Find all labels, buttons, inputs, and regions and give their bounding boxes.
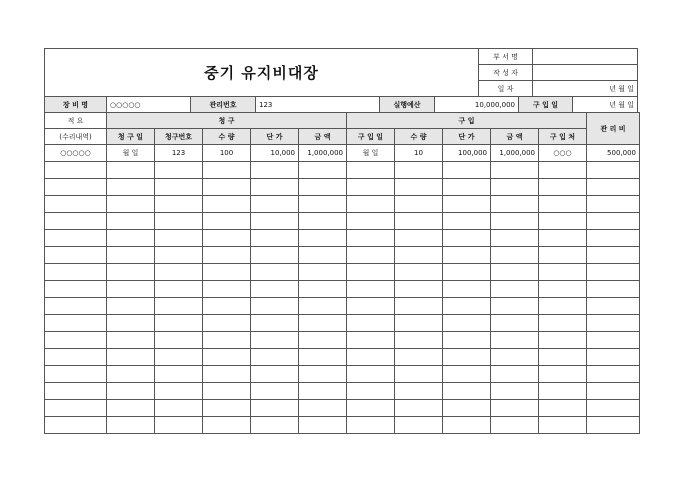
- empty-cell[interactable]: [45, 247, 107, 264]
- ledger-grid: [44, 112, 640, 434]
- empty-cell[interactable]: [45, 281, 107, 298]
- empty-cell[interactable]: [539, 230, 587, 247]
- empty-cell[interactable]: [539, 332, 587, 349]
- empty-cell[interactable]: [395, 179, 443, 196]
- empty-cell[interactable]: [251, 417, 299, 434]
- empty-cell[interactable]: [155, 298, 203, 315]
- empty-cell[interactable]: [587, 349, 640, 366]
- empty-cell[interactable]: [347, 349, 395, 366]
- empty-cell[interactable]: [299, 298, 347, 315]
- empty-table-row: [45, 264, 640, 281]
- empty-cell[interactable]: [347, 281, 395, 298]
- empty-cell[interactable]: [299, 230, 347, 247]
- empty-cell[interactable]: [491, 196, 539, 213]
- empty-cell[interactable]: [443, 366, 491, 383]
- empty-cell[interactable]: [491, 213, 539, 230]
- empty-cell[interactable]: [107, 366, 155, 383]
- empty-cell[interactable]: [155, 332, 203, 349]
- empty-cell[interactable]: [107, 349, 155, 366]
- empty-cell[interactable]: [251, 179, 299, 196]
- empty-cell[interactable]: [491, 349, 539, 366]
- empty-cell[interactable]: [203, 264, 251, 281]
- empty-cell[interactable]: [45, 179, 107, 196]
- empty-cell[interactable]: [443, 264, 491, 281]
- empty-cell[interactable]: [251, 383, 299, 400]
- remark-cell[interactable]: ○○○○○: [45, 145, 107, 162]
- empty-cell[interactable]: [251, 400, 299, 417]
- empty-cell[interactable]: [443, 281, 491, 298]
- empty-cell[interactable]: [107, 264, 155, 281]
- empty-cell[interactable]: [203, 196, 251, 213]
- author-label: 작 성 자: [479, 65, 533, 81]
- empty-cell[interactable]: [587, 366, 640, 383]
- empty-cell[interactable]: [395, 383, 443, 400]
- empty-cell[interactable]: [443, 179, 491, 196]
- empty-cell[interactable]: [251, 162, 299, 179]
- amount-cell[interactable]: 1,000,000: [299, 145, 347, 162]
- empty-cell[interactable]: [251, 349, 299, 366]
- empty-cell[interactable]: [299, 349, 347, 366]
- empty-cell[interactable]: [395, 162, 443, 179]
- empty-cell[interactable]: [107, 315, 155, 332]
- empty-cell[interactable]: [347, 383, 395, 400]
- remark-header: 적 요: [45, 113, 107, 129]
- empty-cell[interactable]: [45, 366, 107, 383]
- empty-cell[interactable]: [491, 179, 539, 196]
- empty-table-row: [45, 162, 640, 179]
- unit-price-cell[interactable]: 10,000: [251, 145, 299, 162]
- equip-value[interactable]: ○○○○○: [107, 97, 191, 113]
- empty-cell[interactable]: [587, 264, 640, 281]
- empty-cell[interactable]: [155, 315, 203, 332]
- empty-cell[interactable]: [299, 366, 347, 383]
- empty-cell[interactable]: [443, 213, 491, 230]
- empty-cell[interactable]: [587, 179, 640, 196]
- empty-cell[interactable]: [155, 349, 203, 366]
- empty-cell[interactable]: [155, 179, 203, 196]
- buy-qty-header: 수 량: [395, 129, 443, 145]
- empty-cell[interactable]: [491, 417, 539, 434]
- empty-cell[interactable]: [203, 298, 251, 315]
- empty-cell[interactable]: [107, 179, 155, 196]
- empty-cell[interactable]: [395, 315, 443, 332]
- empty-cell[interactable]: [395, 332, 443, 349]
- empty-cell[interactable]: [155, 366, 203, 383]
- empty-cell[interactable]: [587, 230, 640, 247]
- empty-cell[interactable]: [395, 264, 443, 281]
- empty-cell[interactable]: [155, 162, 203, 179]
- empty-cell[interactable]: [251, 196, 299, 213]
- empty-cell[interactable]: [491, 230, 539, 247]
- empty-cell[interactable]: [395, 213, 443, 230]
- empty-cell[interactable]: [299, 417, 347, 434]
- empty-cell[interactable]: [45, 213, 107, 230]
- empty-cell[interactable]: [107, 213, 155, 230]
- empty-cell[interactable]: [539, 400, 587, 417]
- author-value[interactable]: [533, 65, 638, 81]
- empty-table-row: [45, 417, 640, 434]
- empty-cell[interactable]: [203, 230, 251, 247]
- empty-cell[interactable]: [299, 213, 347, 230]
- empty-cell[interactable]: [587, 315, 640, 332]
- empty-cell[interactable]: [347, 417, 395, 434]
- table-row: [45, 145, 640, 162]
- empty-cell[interactable]: [587, 213, 640, 230]
- qty-cell[interactable]: 100: [203, 145, 251, 162]
- qty-header: 수 량: [203, 129, 251, 145]
- empty-cell[interactable]: [539, 298, 587, 315]
- empty-cell[interactable]: [45, 349, 107, 366]
- empty-cell[interactable]: [491, 383, 539, 400]
- buy-date-cell[interactable]: 월 일: [347, 145, 395, 162]
- empty-cell[interactable]: [587, 162, 640, 179]
- empty-cell[interactable]: [539, 315, 587, 332]
- page-title: 중기 유지비대장: [45, 49, 479, 97]
- empty-cell[interactable]: [203, 213, 251, 230]
- empty-cell[interactable]: [539, 162, 587, 179]
- empty-cell[interactable]: [45, 230, 107, 247]
- ledger-sheet: [44, 48, 637, 434]
- empty-cell[interactable]: [251, 298, 299, 315]
- empty-table-row: [45, 247, 640, 264]
- empty-cell[interactable]: [45, 298, 107, 315]
- empty-cell[interactable]: [395, 400, 443, 417]
- claim-date-cell[interactable]: 월 일: [107, 145, 155, 162]
- empty-cell[interactable]: [299, 332, 347, 349]
- purchase-date-label: 구 입 일: [519, 97, 573, 113]
- empty-cell[interactable]: [443, 196, 491, 213]
- empty-cell[interactable]: [539, 417, 587, 434]
- vendor-header: 구 입 처: [539, 129, 587, 145]
- empty-cell[interactable]: [587, 383, 640, 400]
- purchase-group-header: 구 입: [347, 113, 587, 129]
- empty-cell[interactable]: [251, 332, 299, 349]
- header-table: [44, 48, 638, 97]
- empty-cell[interactable]: [347, 366, 395, 383]
- empty-cell[interactable]: [443, 162, 491, 179]
- empty-cell[interactable]: [155, 281, 203, 298]
- empty-cell[interactable]: [251, 366, 299, 383]
- empty-cell[interactable]: [203, 417, 251, 434]
- dept-value[interactable]: [533, 49, 638, 65]
- empty-cell[interactable]: [155, 264, 203, 281]
- empty-cell[interactable]: [443, 332, 491, 349]
- vendor-cell[interactable]: ○○○: [539, 145, 587, 162]
- empty-cell[interactable]: [491, 400, 539, 417]
- empty-cell[interactable]: [45, 315, 107, 332]
- empty-cell[interactable]: [107, 383, 155, 400]
- empty-cell[interactable]: [539, 366, 587, 383]
- empty-cell[interactable]: [443, 400, 491, 417]
- empty-cell[interactable]: [539, 281, 587, 298]
- equip-label: 장 비 명: [45, 97, 107, 113]
- empty-cell[interactable]: [155, 417, 203, 434]
- empty-cell[interactable]: [539, 247, 587, 264]
- empty-cell[interactable]: [107, 281, 155, 298]
- empty-cell[interactable]: [491, 264, 539, 281]
- empty-cell[interactable]: [203, 281, 251, 298]
- empty-cell[interactable]: [587, 400, 640, 417]
- empty-cell[interactable]: [443, 383, 491, 400]
- mgmt-fee-cell[interactable]: 500,000: [587, 145, 640, 162]
- purchase-date-value[interactable]: 년 월 일: [573, 97, 638, 113]
- empty-cell[interactable]: [251, 264, 299, 281]
- empty-table-row: [45, 332, 640, 349]
- buy-date-header: 구 입 일: [347, 129, 395, 145]
- empty-cell[interactable]: [45, 417, 107, 434]
- empty-cell[interactable]: [491, 332, 539, 349]
- mgmt-no-label: 관리번호: [191, 97, 256, 113]
- empty-cell[interactable]: [491, 281, 539, 298]
- buy-amount-header: 금 액: [491, 129, 539, 145]
- mgmt-no-value[interactable]: 123: [256, 97, 380, 113]
- amount-header: 금 액: [299, 129, 347, 145]
- claim-group-header: 청 구: [107, 113, 347, 129]
- empty-cell[interactable]: [347, 213, 395, 230]
- empty-table-row: [45, 230, 640, 247]
- empty-cell[interactable]: [395, 247, 443, 264]
- empty-cell[interactable]: [539, 179, 587, 196]
- empty-table-row: [45, 315, 640, 332]
- empty-cell[interactable]: [45, 162, 107, 179]
- empty-cell[interactable]: [107, 196, 155, 213]
- buy-amount-cell[interactable]: 1,000,000: [491, 145, 539, 162]
- empty-cell[interactable]: [347, 298, 395, 315]
- budget-value[interactable]: 10,000,000: [435, 97, 519, 113]
- remark-subheader: (수리내역): [45, 129, 107, 145]
- empty-cell[interactable]: [203, 349, 251, 366]
- mgmt-fee-header: 관 리 비: [587, 113, 640, 145]
- empty-cell[interactable]: [107, 400, 155, 417]
- empty-cell[interactable]: [539, 349, 587, 366]
- empty-table-row: [45, 179, 640, 196]
- empty-cell[interactable]: [395, 349, 443, 366]
- empty-table-row: [45, 281, 640, 298]
- empty-cell[interactable]: [443, 349, 491, 366]
- empty-cell[interactable]: [347, 264, 395, 281]
- empty-cell[interactable]: [299, 315, 347, 332]
- empty-cell[interactable]: [443, 315, 491, 332]
- empty-cell[interactable]: [491, 247, 539, 264]
- empty-table-row: [45, 196, 640, 213]
- empty-cell[interactable]: [203, 400, 251, 417]
- empty-cell[interactable]: [587, 417, 640, 434]
- claim-no-cell[interactable]: 123: [155, 145, 203, 162]
- empty-cell[interactable]: [251, 315, 299, 332]
- empty-cell[interactable]: [443, 247, 491, 264]
- empty-cell[interactable]: [347, 247, 395, 264]
- empty-cell[interactable]: [395, 196, 443, 213]
- empty-cell[interactable]: [395, 230, 443, 247]
- empty-cell[interactable]: [299, 281, 347, 298]
- empty-cell[interactable]: [45, 264, 107, 281]
- empty-cell[interactable]: [203, 315, 251, 332]
- empty-cell[interactable]: [299, 196, 347, 213]
- empty-cell[interactable]: [443, 298, 491, 315]
- empty-cell[interactable]: [347, 315, 395, 332]
- empty-cell[interactable]: [155, 213, 203, 230]
- empty-cell[interactable]: [491, 315, 539, 332]
- empty-cell[interactable]: [587, 332, 640, 349]
- empty-cell[interactable]: [443, 230, 491, 247]
- dept-label: 부 서 명: [479, 49, 533, 65]
- empty-cell[interactable]: [539, 383, 587, 400]
- empty-cell[interactable]: [299, 400, 347, 417]
- empty-cell[interactable]: [347, 196, 395, 213]
- date-value[interactable]: 년 월 일: [533, 81, 638, 97]
- buy-unit-price-header: 단 가: [443, 129, 491, 145]
- empty-cell[interactable]: [203, 366, 251, 383]
- empty-cell[interactable]: [251, 213, 299, 230]
- empty-cell[interactable]: [299, 383, 347, 400]
- empty-cell[interactable]: [107, 247, 155, 264]
- unit-price-header: 단 가: [251, 129, 299, 145]
- empty-cell[interactable]: [299, 179, 347, 196]
- empty-cell[interactable]: [203, 332, 251, 349]
- empty-table-row: [45, 383, 640, 400]
- empty-cell[interactable]: [347, 400, 395, 417]
- empty-cell[interactable]: [587, 196, 640, 213]
- empty-cell[interactable]: [491, 298, 539, 315]
- empty-cell[interactable]: [299, 264, 347, 281]
- empty-cell[interactable]: [395, 417, 443, 434]
- empty-cell[interactable]: [107, 332, 155, 349]
- empty-cell[interactable]: [299, 247, 347, 264]
- empty-cell[interactable]: [347, 332, 395, 349]
- empty-cell[interactable]: [107, 298, 155, 315]
- empty-cell[interactable]: [443, 417, 491, 434]
- empty-cell[interactable]: [203, 179, 251, 196]
- empty-table-row: [45, 213, 640, 230]
- empty-cell[interactable]: [45, 196, 107, 213]
- empty-cell[interactable]: [491, 162, 539, 179]
- empty-cell[interactable]: [299, 162, 347, 179]
- empty-cell[interactable]: [155, 400, 203, 417]
- empty-cell[interactable]: [539, 264, 587, 281]
- empty-cell[interactable]: [155, 230, 203, 247]
- empty-cell[interactable]: [107, 417, 155, 434]
- budget-label: 실행예산: [380, 97, 435, 113]
- empty-cell[interactable]: [107, 230, 155, 247]
- empty-cell[interactable]: [587, 281, 640, 298]
- empty-cell[interactable]: [539, 213, 587, 230]
- empty-cell[interactable]: [395, 298, 443, 315]
- empty-table-row: [45, 400, 640, 417]
- info-table: [44, 96, 638, 113]
- empty-cell[interactable]: [347, 230, 395, 247]
- empty-cell[interactable]: [45, 400, 107, 417]
- date-label: 일 자: [479, 81, 533, 97]
- empty-cell[interactable]: [395, 281, 443, 298]
- empty-cell[interactable]: [587, 247, 640, 264]
- empty-cell[interactable]: [251, 230, 299, 247]
- empty-cell[interactable]: [395, 366, 443, 383]
- empty-cell[interactable]: [203, 383, 251, 400]
- empty-cell[interactable]: [155, 196, 203, 213]
- empty-cell[interactable]: [203, 247, 251, 264]
- empty-cell[interactable]: [539, 196, 587, 213]
- empty-table-row: [45, 298, 640, 315]
- empty-cell[interactable]: [251, 281, 299, 298]
- claim-no-header: 청구번호: [155, 129, 203, 145]
- empty-cell[interactable]: [587, 298, 640, 315]
- empty-cell[interactable]: [347, 162, 395, 179]
- empty-table-row: [45, 366, 640, 383]
- empty-cell[interactable]: [347, 179, 395, 196]
- empty-cell[interactable]: [491, 366, 539, 383]
- empty-cell[interactable]: [107, 162, 155, 179]
- claim-date-header: 청 구 일: [107, 129, 155, 145]
- empty-cell[interactable]: [45, 383, 107, 400]
- empty-cell[interactable]: [251, 247, 299, 264]
- empty-cell[interactable]: [45, 332, 107, 349]
- buy-unit-price-cell[interactable]: 100,000: [443, 145, 491, 162]
- buy-qty-cell[interactable]: 10: [395, 145, 443, 162]
- empty-cell[interactable]: [155, 247, 203, 264]
- empty-table-row: [45, 349, 640, 366]
- empty-cell[interactable]: [203, 162, 251, 179]
- empty-cell[interactable]: [155, 383, 203, 400]
